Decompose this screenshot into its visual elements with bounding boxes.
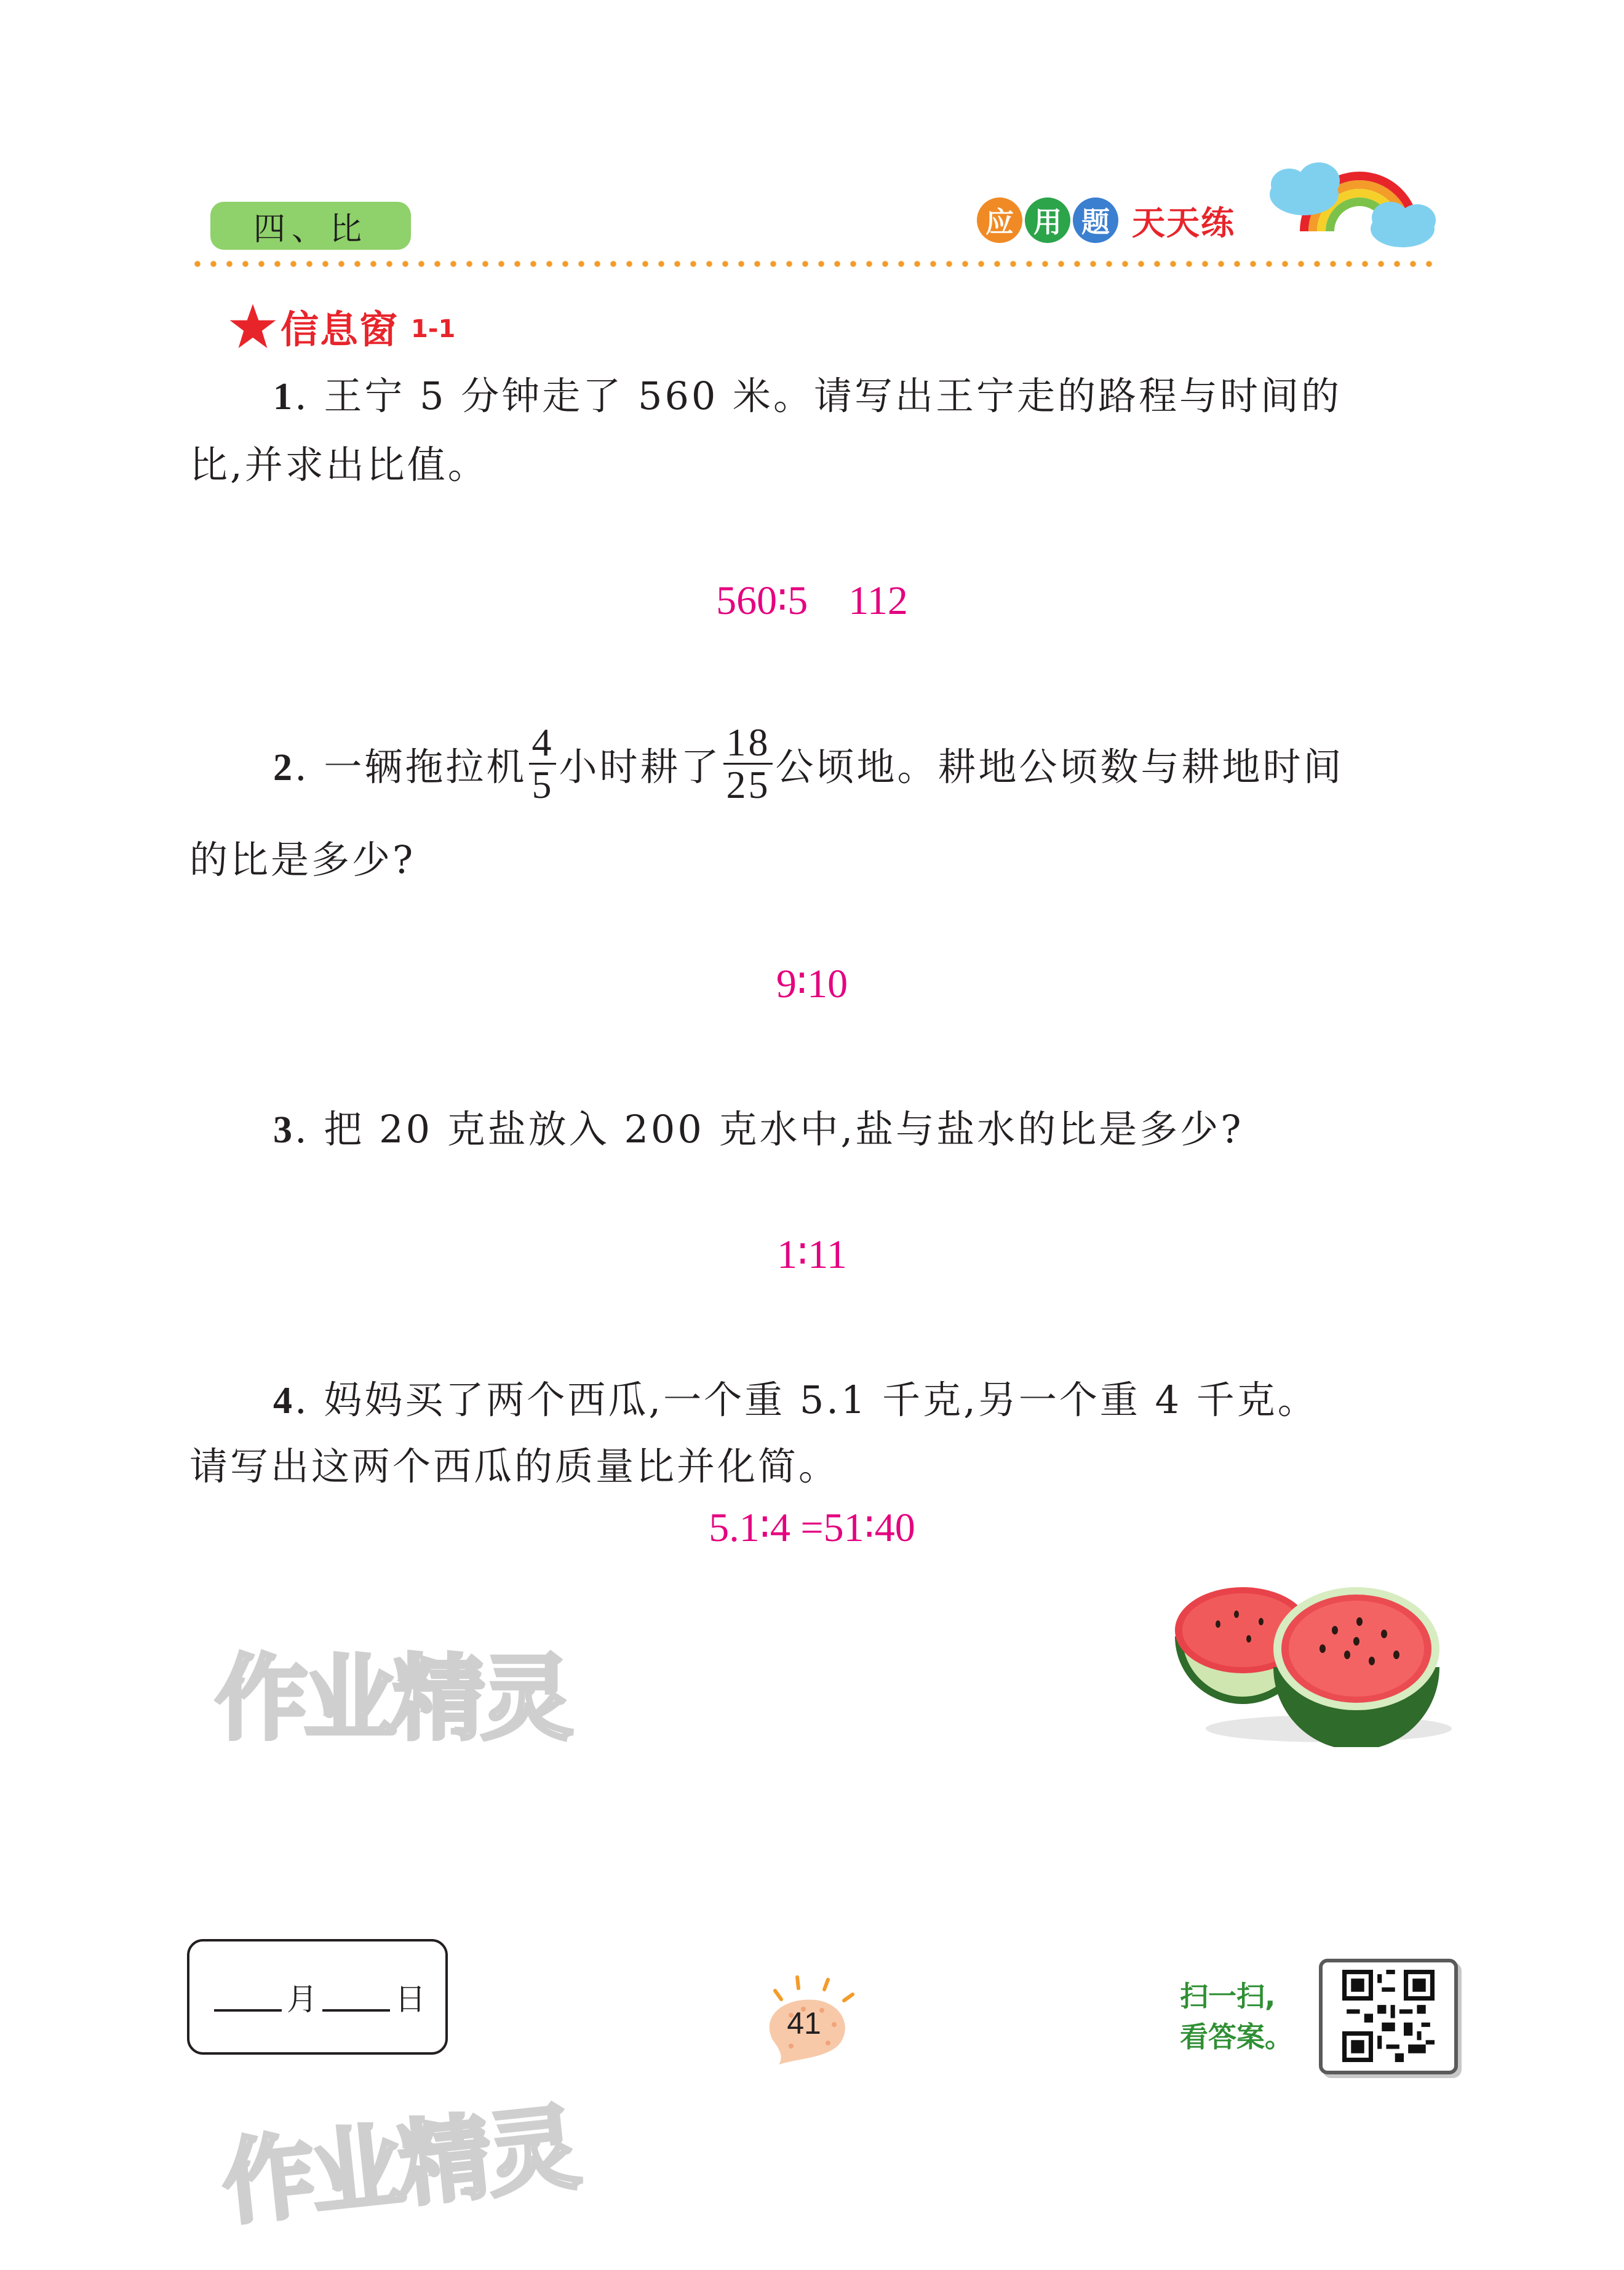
day-blank <box>322 1982 390 2012</box>
question-text: 一辆拖拉机 <box>324 744 527 789</box>
brand-text: 天天练 <box>1132 203 1235 242</box>
question-number: 4 <box>273 1380 295 1422</box>
question-1-line-2: 比,并求出比值。 <box>189 442 488 487</box>
question-number: 3 <box>273 1109 295 1151</box>
header-divider <box>189 261 1439 267</box>
day-label: 日 <box>395 1981 426 2017</box>
question-text: 妈妈买了两个西瓜,一个重 5.1 千克,另一个重 4 千克。 <box>324 1377 1318 1422</box>
page-number: 41 <box>787 2006 821 2041</box>
fraction-numerator: 4 <box>529 722 556 765</box>
question-3-line-1: 3. 把 20 克盐放入 200 克水中,盐与盐水的比是多少? <box>273 1107 1244 1152</box>
brand-badge-1: 应 <box>977 197 1022 243</box>
fraction-denominator: 25 <box>726 763 771 807</box>
qr-code-icon[interactable] <box>1342 1970 1435 2062</box>
watermark-upper: 作业精灵 <box>215 1646 570 1753</box>
section-heading <box>229 300 455 352</box>
chapter-tab <box>210 202 411 250</box>
watermark-lower: 作业精灵 <box>217 2094 581 2238</box>
section-title: 信息窗 <box>281 306 399 352</box>
brand-badge-2: 用 <box>1025 197 1070 243</box>
watermelon-image <box>1169 1563 1452 1747</box>
chapter-label: 四、比 <box>253 210 368 248</box>
fraction-hectares <box>723 722 773 805</box>
question-2-line-2: 的比是多少? <box>189 837 416 882</box>
scan-line-2: 看答案。 <box>1180 2020 1293 2053</box>
fraction-hours <box>529 722 556 805</box>
date-box <box>187 1939 448 2055</box>
answer-2: 9∶10 <box>776 962 848 1006</box>
star-icon <box>229 303 277 349</box>
answer-4: 5.1∶4 =51∶40 <box>709 1505 915 1550</box>
brand-logo <box>977 194 1235 246</box>
question-4-line-2: 请写出这两个西瓜的质量比并化简。 <box>189 1444 840 1489</box>
month-label: 月 <box>287 1981 317 2017</box>
rainbow-cloud-icon <box>1267 145 1439 256</box>
month-blank <box>214 1982 282 2012</box>
question-text: 王宁 5 分钟走了 560 米。请写出王宁走的路程与时间的 <box>324 373 1342 418</box>
fraction-denominator: 5 <box>531 763 554 807</box>
scan-line-1: 扫一扫, <box>1180 1980 1276 2013</box>
question-2-line-1: 2. 一辆拖拉机 $\frac{4}{5}$ 小时耕了 $\frac{18}{25}$ 公顷地。耕地公顷数与耕地时间 <box>273 720 1344 807</box>
brand-badge-3: 题 <box>1073 197 1118 243</box>
section-number: 1-1 <box>411 315 456 343</box>
question-number: 1 <box>273 376 295 418</box>
answer-1: 560∶5 112 <box>716 578 908 623</box>
answer-3: 1∶11 <box>777 1232 847 1277</box>
scan-prompt <box>1180 1976 1315 2057</box>
question-4-line-1: 4. 妈妈买了两个西瓜,一个重 5.1 千克,另一个重 4 千克。 <box>273 1377 1318 1422</box>
question-text: 把 20 克盐放入 200 克水中,盐与盐水的比是多少? <box>324 1107 1244 1152</box>
qr-code-frame[interactable] <box>1319 1959 1458 2074</box>
question-1-line-1: 1. 王宁 5 分钟走了 560 米。请写出王宁走的路程与时间的 <box>273 373 1342 418</box>
question-number: 2 <box>273 747 295 789</box>
question-text: 小时耕了 <box>559 744 722 789</box>
question-text: 公顷地。耕地公顷数与耕地时间 <box>775 744 1344 789</box>
fraction-numerator: 18 <box>723 722 773 765</box>
